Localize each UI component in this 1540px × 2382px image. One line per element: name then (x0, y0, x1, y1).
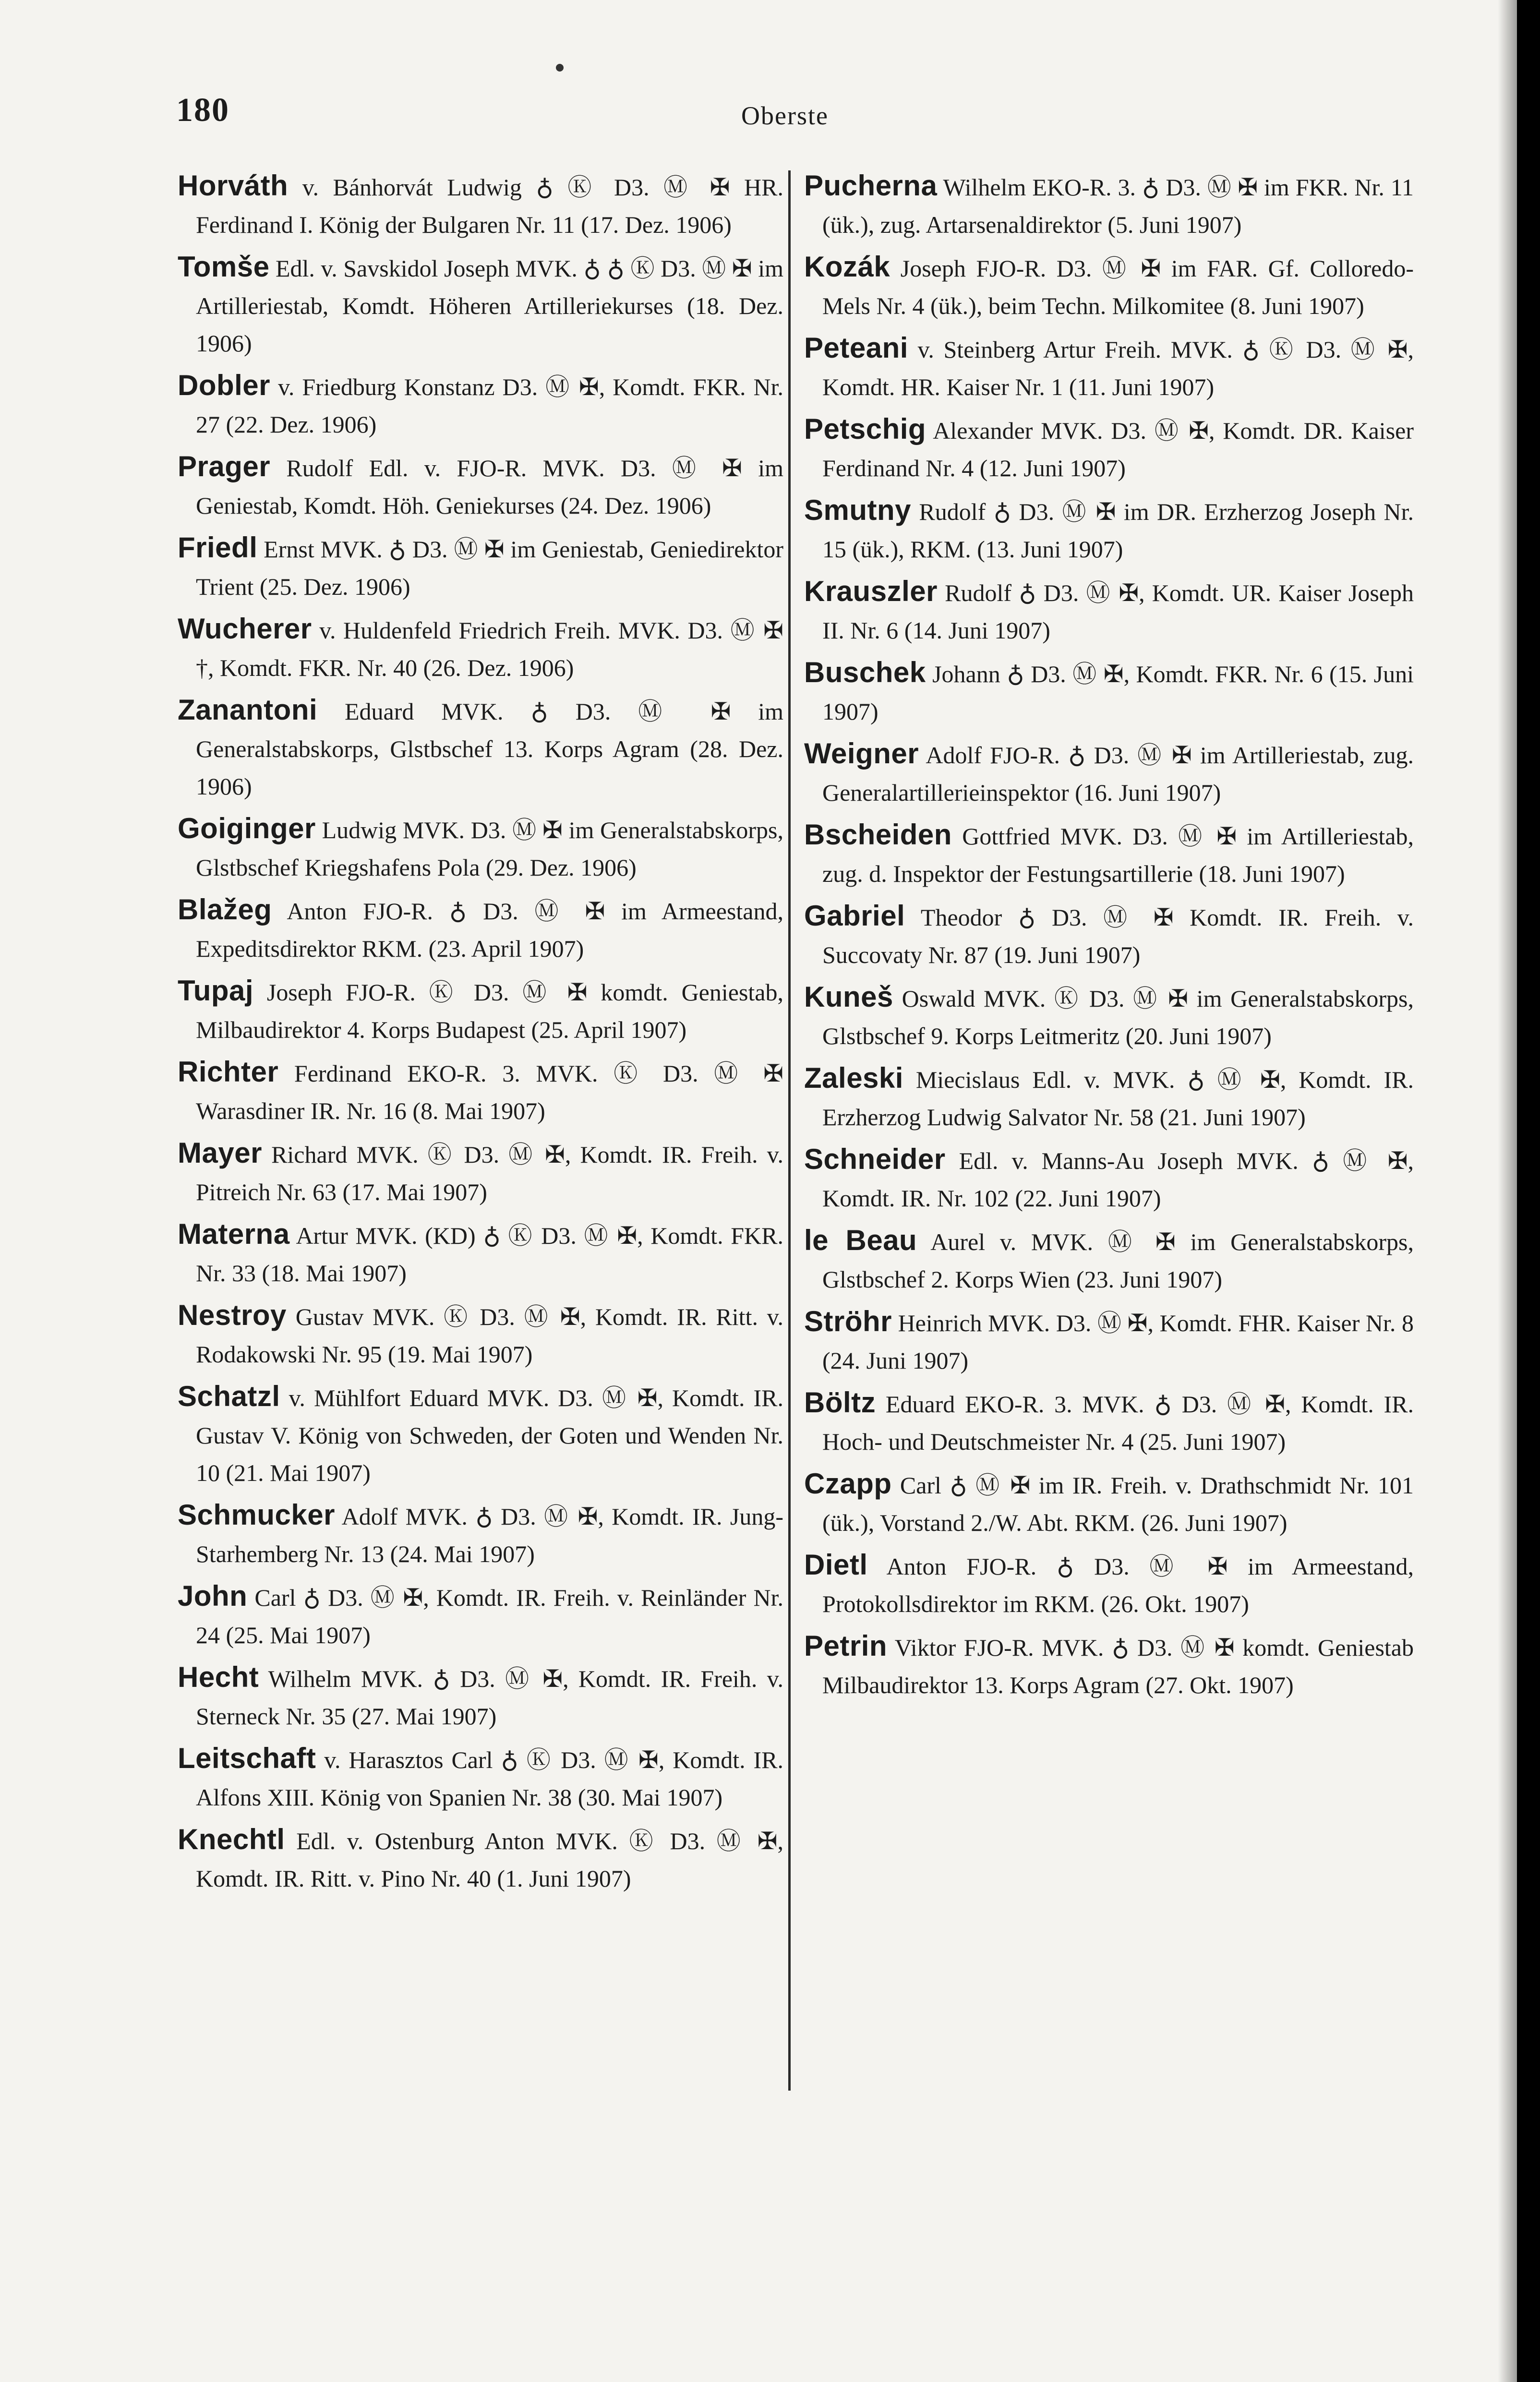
left-column (178, 167, 783, 1902)
directory-entry (178, 1215, 783, 1292)
entry-details: Edl. v. Ostenburg Anton MVK. Ⓚ D3. Ⓜ ✠, Komdt. IR. Ritt. v. Pino Nr. 40 (1. Juni 1907) (196, 1828, 783, 1892)
entry-details: Viktor FJO-R. MVK. ♁ D3. Ⓜ ✠ komdt. Geniestab Milbaudirektor 13. Korps Agram (27. Okt. 1907) (822, 1634, 1414, 1698)
directory-entry (178, 1659, 783, 1735)
entry-details: Anton FJO-R. ♁ D3. Ⓜ ✠ im Armeestand, Expeditsdirektor RKM. (23. April 1907) (196, 898, 783, 962)
entry-details: Edl. v. Manns-Au Joseph MVK. ♁ Ⓜ ✠, Komdt. IR. Nr. 102 (22. Juni 1907) (822, 1147, 1414, 1212)
entry-details: Oswald MVK. Ⓚ D3. Ⓜ ✠ im Generalstabskorps, Glstbschef 9. Korps Leitmeritz (20. Juni 1907) (822, 985, 1414, 1049)
entry-details: Adolf MVK. ♁ D3. Ⓜ ✠, Komdt. IR. Jung-Starhemberg Nr. 13 (24. Mai 1907) (196, 1503, 783, 1567)
entry-surname: Knechtl (178, 1823, 285, 1855)
entry-surname: Schneider (804, 1143, 946, 1175)
entry-surname: Wucherer (178, 613, 312, 645)
directory-entry (178, 810, 783, 886)
entry-surname: Tupaj (178, 974, 254, 1007)
entry-surname: Schatzl (178, 1380, 280, 1412)
directory-entry (178, 1134, 783, 1211)
entry-surname: Pucherna (804, 169, 938, 202)
directory-entry (178, 610, 783, 686)
directory-entry (804, 1384, 1414, 1460)
entry-surname: Dietl (804, 1549, 868, 1581)
entry-details: Wilhelm MVK. ♁ D3. Ⓜ ✠, Komdt. IR. Freih. v. Sterneck Nr. 35 (27. Mai 1907) (196, 1665, 783, 1730)
entry-details: Carl ♁ Ⓜ ✠ im IR. Freih. v. Drathschmidt Nr. 101 (ük.), Vorstand 2./W. Abt. RKM. (26. Juni 1907) (822, 1472, 1414, 1536)
entry-surname: Czapp (804, 1468, 892, 1500)
entry-details: v. Harasztos Carl ♁ Ⓚ D3. Ⓜ ✠, Komdt. IR. Alfons XIII. König von Spanien Nr. 38 (30. Mai 1907) (196, 1746, 783, 1811)
directory-entry (178, 1740, 783, 1816)
directory-entry (178, 972, 783, 1048)
entry-details: Anton FJO-R. ♁ D3. Ⓜ ✠ im Armeestand, Protokollsdirektor im RKM. (26. Okt. 1907) (822, 1553, 1414, 1617)
entry-surname: Kozák (804, 251, 890, 283)
entry-details: v. Steinberg Artur Freih. MVK. ♁ Ⓚ D3. Ⓜ ✠, Komdt. HR. Kaiser Nr. 1 (11. Juni 1907) (822, 336, 1414, 400)
directory-entry (178, 248, 783, 362)
entry-details: Richard MVK. Ⓚ D3. Ⓜ ✠, Komdt. IR. Freih. v. Pitreich Nr. 63 (17. Mai 1907) (196, 1141, 784, 1205)
entry-details: Ernst MVK. ♁ D3. Ⓜ ✠ im Geniestab, Geniedirektor Trient (25. Dez. 1906) (196, 536, 784, 600)
entry-details: Rudolf ♁ D3. Ⓜ ✠, Komdt. UR. Kaiser Joseph II. Nr. 6 (14. Juni 1907) (822, 579, 1414, 644)
directory-entry (804, 978, 1414, 1055)
right-column (804, 167, 1414, 1708)
directory-entry (804, 1059, 1414, 1136)
entry-surname: le Beau (804, 1224, 917, 1256)
directory-entry (804, 1141, 1414, 1217)
directory-entry (804, 167, 1414, 243)
entry-surname: Nestroy (178, 1299, 287, 1331)
entry-surname: John (178, 1580, 248, 1612)
directory-entry (178, 891, 783, 967)
directory-entry (804, 573, 1414, 649)
directory-entry (178, 1297, 783, 1373)
entry-surname: Materna (178, 1218, 290, 1250)
entry-details: v. Bánhorvát Ludwig ♁ Ⓚ D3. Ⓜ ✠ HR. Ferdinand I. König der Bulgaren Nr. 11 (17. Dez. 1906) (196, 174, 783, 238)
directory-entry (178, 367, 783, 443)
entry-details: Joseph FJO-R. D3. Ⓜ ✠ im FAR. Gf. Colloredo-Mels Nr. 4 (ük.), beim Techn. Milkomitee (8. Juni 1907) (822, 255, 1414, 319)
entry-surname: Richter (178, 1056, 279, 1088)
entry-surname: Dobler (178, 369, 271, 401)
entry-surname: Leitschaft (178, 1742, 316, 1774)
entry-surname: Gabriel (804, 900, 905, 932)
directory-entry (804, 1465, 1414, 1541)
entry-surname: Ströhr (804, 1305, 892, 1337)
entry-surname: Petrin (804, 1630, 888, 1662)
entry-details: Rudolf ♁ D3. Ⓜ ✠ im DR. Erzherzog Joseph Nr. 15 (ük.), RKM. (13. Juni 1907) (822, 498, 1414, 563)
directory-entry (178, 1378, 783, 1492)
directory-entry (804, 1546, 1414, 1623)
directory-entry (804, 735, 1414, 811)
directory-entry (804, 897, 1414, 974)
entry-surname: Hecht (178, 1661, 259, 1693)
entry-surname: Smutny (804, 494, 912, 526)
entry-surname: Prager (178, 450, 271, 482)
entry-details: Rudolf Edl. v. FJO-R. MVK. D3. Ⓜ ✠ im Geniestab, Komdt. Höh. Geniekurses (24. Dez. 1906) (196, 455, 783, 519)
entry-surname: Krauszler (804, 575, 938, 607)
page-number: 180 (176, 92, 229, 129)
entry-surname: Schmucker (178, 1499, 335, 1531)
entry-details: Theodor ♁ D3. Ⓜ ✠ Komdt. IR. Freih. v. Succovaty Nr. 87 (19. Juni 1907) (822, 904, 1414, 968)
entry-surname: Peteani (804, 332, 908, 364)
entry-details: Ludwig MVK. D3. Ⓜ ✠ im Generalstabskorps, Glstbschef Kriegshafens Pola (29. Dez. 1906) (196, 817, 784, 881)
entry-surname: Friedl (178, 531, 258, 564)
entry-surname: Blažeg (178, 893, 272, 926)
directory-entry (804, 1303, 1414, 1379)
entry-details: v. Mühlfort Eduard MVK. D3. Ⓜ ✠, Komdt. IR. Gustav V. König von Schweden, der Goten und Wenden Nr. 10 (21. Mai 1907) (196, 1384, 784, 1486)
entry-surname: Goiginger (178, 812, 316, 844)
entry-details: Gottfried MVK. D3. Ⓜ ✠ im Artilleriestab, zug. d. Inspektor der Festungsartillerie (18. Juni 1907) (822, 823, 1414, 887)
entry-details: v. Friedburg Konstanz D3. Ⓜ ✠, Komdt. FKR. Nr. 27 (22. Dez. 1906) (196, 373, 784, 438)
entry-details: Gustav MVK. Ⓚ D3. Ⓜ ✠, Komdt. IR. Ritt. v. Rodakowski Nr. 95 (19. Mai 1907) (196, 1303, 784, 1368)
entry-details: v. Huldenfeld Friedrich Freih. MVK. D3. Ⓜ ✠ †, Komdt. FKR. Nr. 40 (26. Dez. 1906) (196, 617, 784, 681)
entry-surname: Zanantoni (178, 694, 318, 726)
directory-entry (178, 1821, 783, 1897)
entry-surname: Tomše (178, 251, 270, 283)
directory-entry (178, 691, 783, 805)
entry-details: Heinrich MVK. D3. Ⓜ ✠, Komdt. FHR. Kaiser Nr. 8 (24. Juni 1907) (822, 1310, 1414, 1374)
entry-details: Miecislaus Edl. v. MVK. ♁ Ⓜ ✠, Komdt. IR. Erzherzog Ludwig Salvator Nr. 58 (21. Juni 1907) (822, 1066, 1414, 1131)
directory-entry (804, 816, 1414, 892)
directory-entry (804, 248, 1414, 325)
column-divider (788, 170, 791, 2091)
entry-surname: Zaleski (804, 1062, 903, 1094)
entry-details: Ferdinand EKO-R. 3. MVK. Ⓚ D3. Ⓜ ✠ Warasdiner IR. Nr. 16 (8. Mai 1907) (196, 1060, 784, 1124)
entry-details: Alexander MVK. D3. Ⓜ ✠, Komdt. DR. Kaiser Ferdinand Nr. 4 (12. Juni 1907) (822, 417, 1414, 481)
directory-entry (804, 654, 1414, 730)
directory-entry (804, 1222, 1414, 1298)
entry-surname: Kuneš (804, 981, 893, 1013)
directory-entry (178, 1577, 783, 1654)
entry-details: Eduard MVK. ♁ D3. Ⓜ ✠ im Generalstabskorps, Glstbschef 13. Korps Agram (28. Dez. 1906) (196, 698, 783, 800)
entry-details: Aurel v. MVK. Ⓜ ✠ im Generalstabskorps, Glstbschef 2. Korps Wien (23. Juni 1907) (822, 1228, 1414, 1293)
directory-entry (178, 1053, 783, 1130)
entry-details: Carl ♁ D3. Ⓜ ✠, Komdt. IR. Freih. v. Reinländer Nr. 24 (25. Mai 1907) (196, 1584, 784, 1648)
directory-entry (178, 529, 783, 605)
entry-surname: Mayer (178, 1137, 262, 1169)
entry-details: Edl. v. Savskidol Joseph MVK. ♁ ♁ Ⓚ D3. Ⓜ ✠ im Artilleriestab, Komdt. Höheren Artilleriekurses (18. Dez. 1906) (196, 255, 784, 357)
entry-details: Johann ♁ D3. Ⓜ ✠, Komdt. FKR. Nr. 6 (15. Juni 1907) (822, 661, 1414, 725)
ink-dot (556, 64, 564, 72)
entry-surname: Petschig (804, 413, 926, 445)
directory-entry (804, 1627, 1414, 1704)
directory-entry (804, 410, 1414, 487)
entry-details: Adolf FJO-R. ♁ D3. Ⓜ ✠ im Artilleriestab, zug. Generalartillerieinspektor (16. Juni 1907) (822, 742, 1414, 806)
directory-entry (178, 167, 783, 243)
entry-details: Artur MVK. (KD) ♁ Ⓚ D3. Ⓜ ✠, Komdt. FKR. Nr. 33 (18. Mai 1907) (196, 1222, 784, 1287)
directory-entry (804, 329, 1414, 406)
entry-surname: Böltz (804, 1386, 876, 1419)
directory-entry (804, 492, 1414, 568)
page-edge-shadow (1498, 0, 1517, 2382)
directory-entry (178, 1496, 783, 1573)
entry-details: Wilhelm EKO-R. 3. ♁ D3. Ⓜ ✠ im FKR. Nr. 11 (ük.), zug. Artarsenaldirektor (5. Juni 1907) (822, 174, 1414, 238)
entry-surname: Weigner (804, 737, 919, 770)
running-header: Oberste (741, 101, 829, 130)
entry-surname: Buschek (804, 656, 926, 688)
entry-details: Joseph FJO-R. Ⓚ D3. Ⓜ ✠ komdt. Geniestab, Milbaudirektor 4. Korps Budapest (25. April 1907) (196, 979, 783, 1043)
entry-surname: Horváth (178, 169, 289, 202)
entry-details: Eduard EKO-R. 3. MVK. ♁ D3. Ⓜ ✠, Komdt. IR. Hoch- und Deutschmeister Nr. 4 (25. Juni 1907) (822, 1391, 1414, 1455)
directory-entry (178, 448, 783, 524)
entry-surname: Bscheiden (804, 818, 952, 851)
